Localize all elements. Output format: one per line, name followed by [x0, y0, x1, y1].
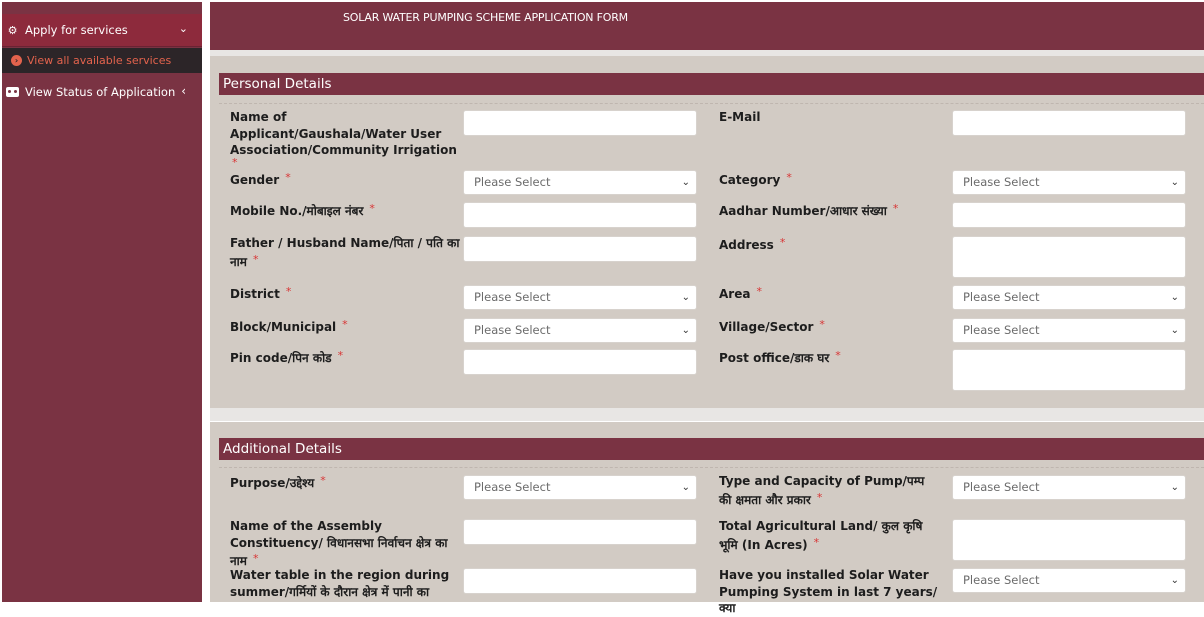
chevron-down-icon: ⌄ — [1170, 325, 1179, 336]
chevron-down-icon: ⌄ — [681, 177, 690, 188]
applicant-name-input[interactable] — [463, 110, 697, 136]
section-title-personal: Personal Details — [219, 73, 1204, 95]
email-label: E-Mail — [719, 110, 761, 124]
sidebar-subitem-label: View all available services — [27, 54, 172, 67]
required-marker: * — [779, 236, 786, 249]
email-input[interactable] — [952, 110, 1186, 136]
required-marker: * — [285, 285, 292, 298]
water-table-input[interactable] — [463, 568, 697, 594]
block-select-value: Please Select — [474, 323, 551, 337]
installed-select-value: Please Select — [963, 573, 1040, 587]
aadhar-input[interactable] — [952, 202, 1186, 228]
sidebar-item-view-status[interactable] — [2, 78, 202, 105]
sidebar-item-view-all-services[interactable] — [2, 48, 202, 73]
block-label — [230, 317, 348, 336]
land-label — [719, 518, 945, 553]
installed-select[interactable] — [952, 568, 1186, 593]
post-label-text: Post office/डाक घर — [719, 351, 830, 365]
assembly-label-text: Name of the Assembly Constituency/ विधानसभा निर्वाचन क्षेत्र का नाम — [230, 519, 448, 568]
pump-select-value: Please Select — [963, 480, 1040, 494]
aadhar-label-text: Aadhar Number/आधार संख्या — [719, 204, 887, 218]
chevron-left-icon: ‹ — [181, 84, 186, 98]
pump-type-select[interactable] — [952, 475, 1186, 500]
father-label-text: Father / Husband Name/पिता / पति का नाम — [230, 236, 460, 269]
personal-details-panel — [210, 56, 1204, 408]
sidebar-item-label: Apply for services — [25, 23, 128, 37]
block-label-text: Block/Municipal — [230, 320, 337, 334]
purpose-label-text: Purpose/उद्देश्य — [230, 476, 315, 490]
additional-details-panel — [210, 421, 1204, 615]
district-label — [230, 284, 291, 303]
required-marker: * — [369, 202, 375, 215]
chevron-down-icon: ⌄ — [681, 325, 690, 336]
assembly-label — [230, 518, 458, 570]
post-office-label — [719, 348, 841, 367]
required-marker: * — [252, 252, 259, 266]
required-marker: * — [786, 171, 792, 184]
area-label — [719, 284, 762, 303]
required-marker: * — [252, 552, 259, 565]
purpose-select[interactable] — [463, 475, 697, 500]
sidebar-item-apply-for-services[interactable] — [2, 14, 202, 47]
chevron-down-icon: ⌄ — [1170, 482, 1179, 493]
chevron-down-icon: ⌄ — [681, 292, 690, 303]
sidebar-item-label: View Status of Application — [25, 84, 176, 99]
land-label-text: Total Agricultural Land/ कुल कृषि भूमि (In Acres) — [719, 519, 923, 552]
pin-code-input[interactable] — [463, 349, 697, 375]
sidebar — [0, 0, 206, 602]
village-label-text: Village/Sector — [719, 320, 814, 334]
mobile-label-text: Mobile No./मोबाइल नंबर — [230, 204, 364, 218]
post-office-input[interactable] — [952, 349, 1186, 391]
chevron-down-icon: ⌄ — [1170, 575, 1179, 586]
pump-label-text: Type and Capacity of Pump/पम्प की क्षमता और प्रकार — [719, 474, 925, 507]
aadhar-label — [719, 201, 898, 220]
installed-label: Have you installed Solar Water Pumping System in last 7 years/क्या — [719, 568, 938, 615]
pin-code-label — [230, 348, 343, 367]
father-name-input[interactable] — [463, 236, 697, 262]
required-marker: * — [232, 155, 238, 169]
sidebar-menu — [2, 2, 202, 602]
district-select[interactable] — [463, 285, 697, 310]
category-label-text: Category — [719, 173, 781, 187]
assembly-input[interactable] — [463, 519, 697, 545]
mobile-label — [230, 201, 375, 220]
required-marker: * — [835, 349, 841, 362]
category-label — [719, 170, 792, 189]
form-header — [210, 2, 1204, 50]
village-select[interactable] — [952, 318, 1186, 343]
divider — [219, 467, 1204, 468]
required-marker: * — [320, 474, 326, 487]
address-label — [719, 235, 785, 254]
purpose-label — [230, 473, 326, 492]
water-table-label: Water table in the region during summer/गर्मियों के दौरान क्षेत्र में पानी का — [230, 568, 450, 599]
main-content — [210, 50, 1204, 615]
chevron-down-icon: ⌄ — [1170, 177, 1179, 188]
required-marker: * — [816, 490, 823, 504]
gender-label-text: Gender — [230, 173, 280, 187]
mobile-input[interactable] — [463, 202, 697, 228]
required-marker: * — [819, 318, 825, 331]
area-label-text: Area — [719, 287, 751, 301]
gender-label — [230, 170, 291, 189]
arrow-circle-icon: › — [11, 55, 22, 66]
name-label — [230, 109, 464, 167]
pin-label-text: Pin code/पिन कोड — [230, 351, 332, 365]
category-select[interactable] — [952, 170, 1186, 195]
pump-type-label — [719, 473, 939, 508]
required-marker: * — [285, 171, 291, 184]
village-select-value: Please Select — [963, 323, 1040, 337]
section-title-additional: Additional Details — [219, 438, 1204, 460]
father-name-label — [230, 235, 460, 270]
address-textarea[interactable] — [952, 236, 1186, 278]
area-select-value: Please Select — [963, 290, 1040, 304]
required-marker: * — [756, 285, 762, 298]
chevron-down-icon: ⌄ — [681, 482, 690, 493]
chevron-down-icon: ⌄ — [1170, 292, 1179, 303]
required-marker: * — [342, 318, 348, 331]
gears-icon: ⚙ — [7, 23, 18, 37]
gender-select[interactable] — [463, 170, 697, 195]
status-icon — [6, 87, 19, 97]
required-marker: * — [337, 349, 344, 362]
village-label — [719, 317, 825, 336]
area-select[interactable] — [952, 285, 1186, 310]
block-select[interactable] — [463, 318, 697, 343]
required-marker: * — [892, 202, 899, 215]
category-select-value: Please Select — [963, 175, 1040, 189]
address-label-text: Address — [719, 238, 774, 252]
district-select-value: Please Select — [474, 290, 551, 304]
gender-select-value: Please Select — [474, 175, 551, 189]
district-label-text: District — [230, 287, 280, 301]
page-title: SOLAR WATER PUMPING SCHEME APPLICATION FORM — [343, 11, 628, 24]
divider — [219, 103, 1204, 104]
name-label-text: Name of Applicant/Gaushala/Water User Association/Community Irrigation — [230, 110, 457, 157]
required-marker: * — [813, 535, 820, 549]
purpose-select-value: Please Select — [474, 480, 551, 494]
land-input[interactable] — [952, 519, 1186, 561]
chevron-down-icon: ⌄ — [178, 22, 188, 35]
